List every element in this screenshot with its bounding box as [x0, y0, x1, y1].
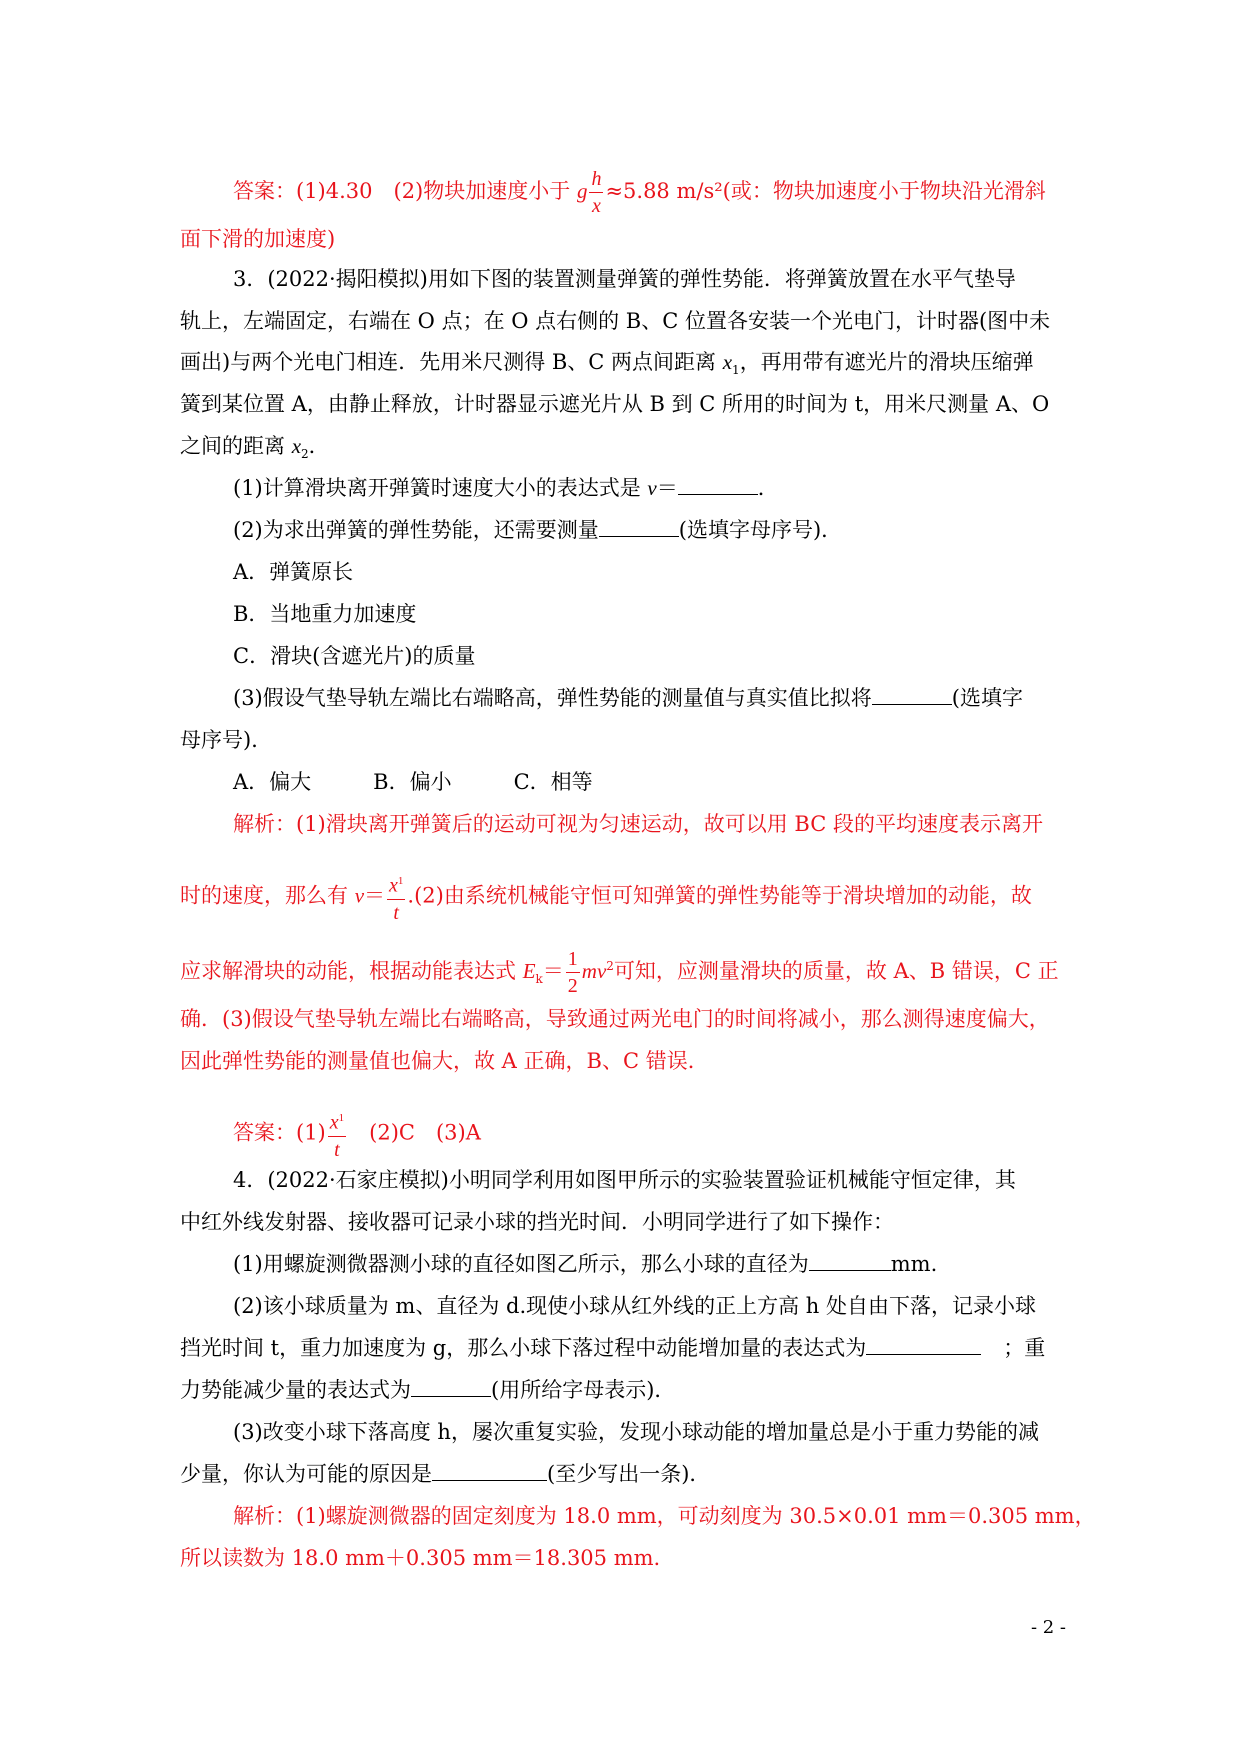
text: ＝	[364, 883, 386, 908]
answer-text-a: 答案：(1)4.30 (2)物块加速度小于	[233, 179, 571, 203]
problem4-q1	[233, 1249, 937, 1279]
frac-num	[387, 868, 405, 900]
frac-num-sup: 1	[338, 1112, 345, 1124]
problem4-q2-line-2	[180, 1333, 1045, 1363]
frac-num-sup: 1	[397, 875, 404, 887]
var-g: g	[576, 179, 588, 203]
frac-num: h	[589, 166, 603, 193]
fraction-x1-over-t	[328, 1105, 346, 1163]
var-x: x	[291, 434, 302, 458]
fraction-x1-over-t	[387, 868, 405, 926]
frac-num-x: x	[389, 874, 398, 897]
text: (3)假设气垫导轨左端比右端略高，弹性势能的测量值与真实值比拟将	[233, 686, 872, 710]
answer-blank[interactable]	[599, 516, 679, 537]
sub-k: k	[535, 972, 543, 987]
problem3-line-3	[180, 347, 1034, 385]
problem4-line-1: 4．(2022·石家庄模拟)小明同学利用如图甲所示的实验装置验证机械能守恒定律，其	[233, 1168, 1016, 1192]
frac-num	[328, 1105, 346, 1137]
text: ＝	[542, 959, 564, 983]
problem4-q2-line-3	[180, 1375, 675, 1405]
answer-blank[interactable]	[872, 684, 952, 705]
problem4-solution-line-1: 解析：(1)螺旋测微器的固定刻度为 18.0 mm，可动刻度为 30.5×0.01 mm＝0.305 mm，	[233, 1504, 1096, 1528]
text: 少量，你认为可能的原因是	[180, 1462, 432, 1486]
text: 力势能减少量的表达式为	[180, 1378, 411, 1402]
option-a: A．弹簧原长	[233, 560, 354, 584]
solution-line-2	[180, 868, 1032, 926]
text: (选填字	[951, 686, 1023, 710]
solution-line-5: 因此弹性势能的测量值也偏大，故 A 正确，B、C 错误．	[180, 1049, 709, 1073]
solution-line-3	[180, 946, 1059, 999]
problem4-q3-line-1: (3)改变小球下落高度 h，屡次重复实验，发现小球动能的增加量总是小于重力势能的减	[233, 1420, 1039, 1444]
text: 之间的距离	[180, 434, 292, 458]
frac-num: 1	[566, 946, 580, 973]
question-2	[233, 515, 842, 545]
question-3-cont: 母序号)．	[180, 728, 273, 752]
answer-blank[interactable]	[866, 1334, 981, 1355]
text: 答案：(1)	[233, 1120, 326, 1145]
frac-den: 2	[567, 975, 578, 997]
sub-2: 2	[301, 447, 309, 462]
problem3-line-4: 簧到某位置 A，由静止释放，计时器显示遮光片从 B 到 C 所用的时间为 t，用米尺测量 A、O	[180, 392, 1050, 416]
answer-line-1	[233, 166, 1046, 219]
text: (选填字母序号)．	[678, 518, 843, 542]
problem3-line-5	[180, 431, 330, 469]
frac-den: x	[591, 195, 601, 217]
answer-blank[interactable]	[411, 1376, 491, 1397]
answer-blank[interactable]	[432, 1460, 547, 1481]
text: .(2)由系统机械能守恒可知弹簧的弹性势能等于滑块增加的动能，故	[407, 883, 1032, 908]
text: (1)计算滑块离开弹簧时速度大小的表达式是	[233, 476, 648, 500]
var-v: v	[354, 883, 365, 908]
option-b: B．当地重力加速度	[233, 602, 417, 626]
option-3c: C．相等	[513, 770, 593, 794]
text: (2)为求出弹簧的弹性势能，还需要测量	[233, 518, 599, 542]
frac-num-x: x	[329, 1111, 339, 1134]
answer-blank[interactable]	[678, 474, 758, 495]
answer-text-b: ≈5.88 m/s²(或：物块加速度小于物块沿光滑斜	[605, 179, 1046, 203]
fraction-one-half	[566, 946, 580, 999]
problem3-line-1: 3．(2022·揭阳模拟)用如下图的装置测量弹簧的弹性势能．将弹簧放置在水平气垫导	[233, 267, 1016, 291]
text: ，再用带有遮光片的滑块压缩弹	[739, 350, 1034, 374]
solution-line-1: 解析：(1)滑块离开弹簧后的运动可视为匀速运动，故可以用 BC 段的平均速度表示离开	[233, 812, 1043, 836]
answer-3	[233, 1105, 481, 1163]
text: 画出)与两个光电门相连．先用米尺测得 B、C 两点间距离	[180, 350, 723, 374]
text: ＝	[656, 476, 678, 500]
sub-1: 1	[732, 363, 740, 378]
var-x: x	[722, 350, 733, 374]
text: (1)用螺旋测微器测小球的直径如图乙所示，那么小球的直径为	[233, 1252, 809, 1276]
solution-line-4: 确．(3)假设气垫导轨左端比右端略高，导致通过两光电门的时间将减小，那么测得速度偏大，	[180, 1007, 1050, 1031]
text: 挡光时间 t，重力加速度为 g，那么小球下落过程中动能增加量的表达式为	[180, 1336, 867, 1360]
question-1	[233, 473, 779, 503]
frac-den: t	[393, 901, 399, 924]
text: ．	[308, 434, 330, 458]
var-v: v	[647, 476, 657, 500]
problem4-q3-line-2	[180, 1459, 710, 1489]
var-e: E	[522, 959, 536, 983]
problem3-line-2: 轨上，左端固定，右端在 O 点；在 O 点右侧的 B、C 位置各安装一个光电门，计时器(图中未	[180, 309, 1051, 333]
option-c: C．滑块(含遮光片)的质量	[233, 644, 476, 668]
text: ．	[757, 476, 779, 500]
text: (2)C (3)A	[348, 1120, 481, 1145]
text: 时的速度，那么有	[180, 883, 355, 908]
problem4-solution-line-2: 所以读数为 18.0 mm＋0.305 mm＝18.305 mm.	[180, 1546, 661, 1570]
text: ；重	[1003, 1336, 1046, 1360]
problem4-line-2: 中红外线发射器、接收器可记录小球的挡光时间．小明同学进行了如下操作：	[180, 1210, 894, 1234]
text: (至少写出一条)．	[547, 1462, 711, 1486]
option-3a: A．偏大	[233, 770, 312, 794]
options-3	[233, 767, 593, 797]
answer-line-2: 面下滑的加速度)	[180, 227, 336, 251]
text: mm.	[890, 1252, 938, 1276]
question-3	[233, 683, 1023, 713]
problem4-q2-line-1: (2)该小球质量为 m、直径为 d.现使小球从红外线的正上方高 h 处自由下落，记录小球	[233, 1294, 1037, 1318]
page-number: - 2 -	[1030, 1617, 1066, 1638]
frac-den: t	[334, 1138, 340, 1161]
fraction-h-over-x	[589, 166, 603, 219]
option-3b: B．偏小	[373, 770, 452, 794]
text: 应求解滑块的动能，根据动能表达式	[180, 959, 523, 983]
var-mv: mv	[581, 959, 607, 983]
text: (用所给字母表示)．	[491, 1378, 676, 1402]
square-sup: 2	[606, 959, 614, 973]
answer-blank[interactable]	[809, 1250, 891, 1271]
text: 可知，应测量滑块的质量，故 A、B 错误，C 正	[613, 959, 1059, 983]
